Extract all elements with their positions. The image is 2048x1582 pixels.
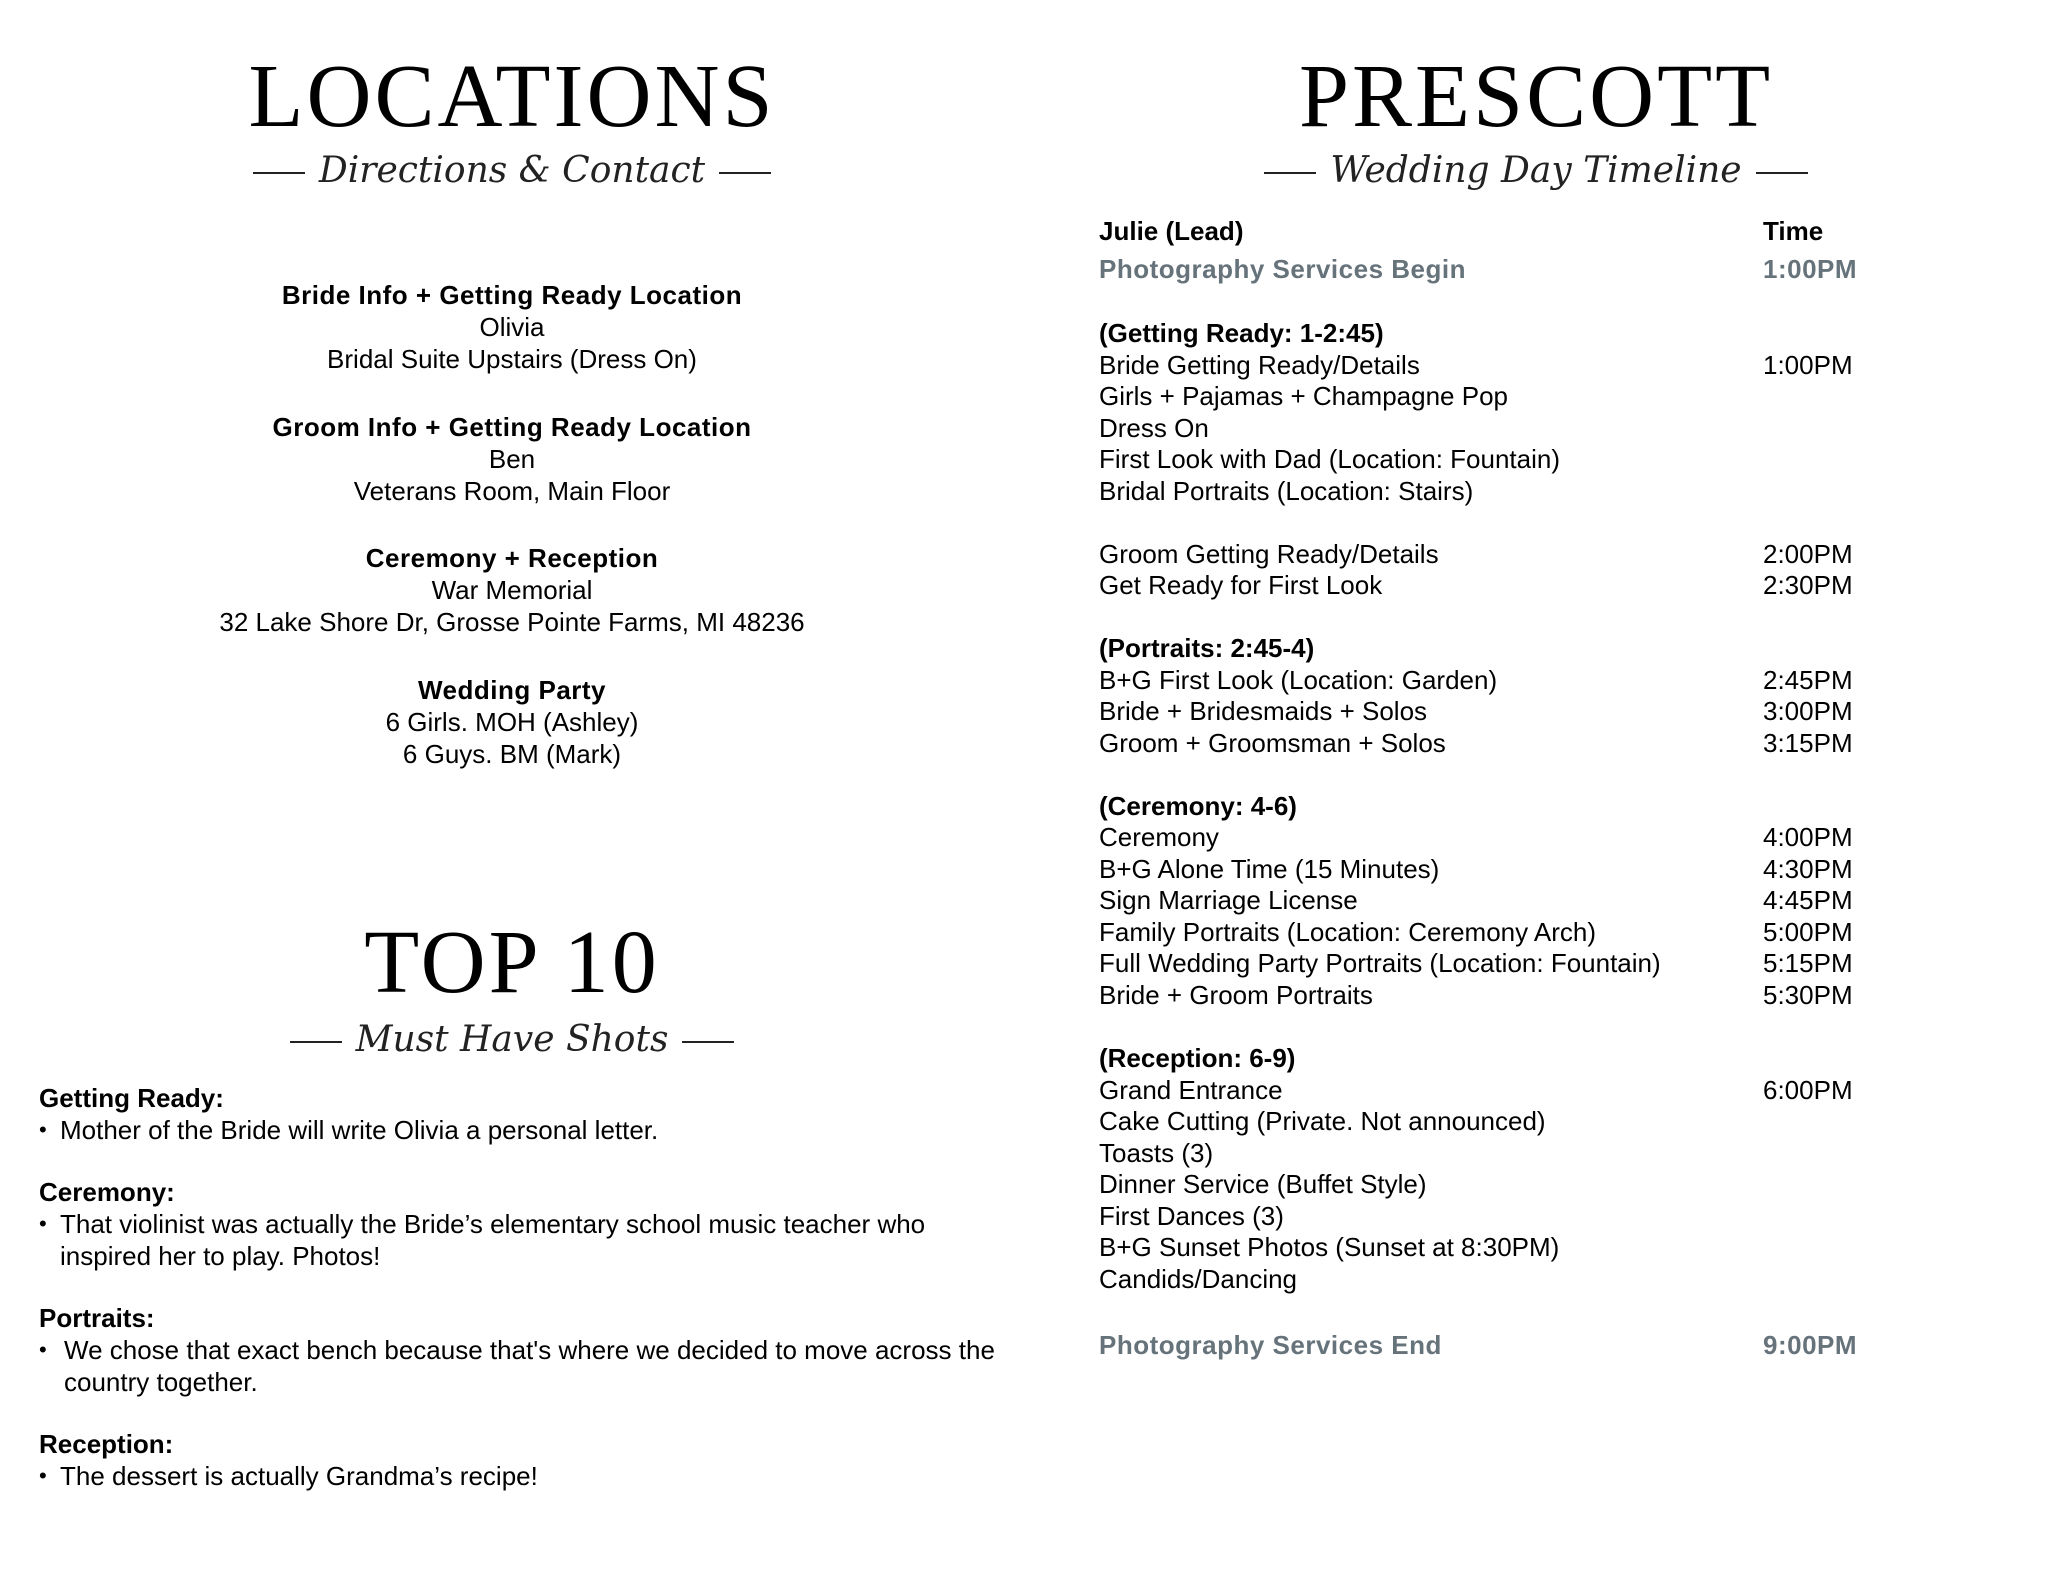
section-heading — [1099, 317, 1979, 349]
timeline-event: Cake Cutting (Private. Not announced) — [1099, 1106, 1546, 1136]
timeline-row — [1099, 821, 1979, 853]
shot-item — [39, 1334, 1004, 1398]
timeline-row — [1099, 884, 1979, 916]
shot-category: Portraits: — [39, 1303, 155, 1333]
timeline-event: B+G First Look (Location: Garden) — [1099, 665, 1498, 695]
bride-location: Bridal Suite Upstairs (Dress On) — [327, 344, 697, 374]
timeline-row — [1099, 947, 1979, 979]
timeline-event: B+G Sunset Photos (Sunset at 8:30PM) — [1099, 1232, 1560, 1262]
section-heading — [1099, 1042, 1979, 1074]
timeline-row — [1099, 1168, 1979, 1200]
timeline-event: Bride + Groom Portraits — [1099, 980, 1373, 1010]
timeline-event: Toasts (3) — [1099, 1138, 1214, 1168]
timeline-subtitle — [1024, 150, 2048, 192]
timeline-time: 4:30PM — [1763, 854, 1853, 884]
timeline-row — [1099, 1137, 1979, 1169]
timeline-subtitle-text: Wedding Day Timeline — [1330, 150, 1742, 191]
timeline-time: 6:00PM — [1763, 1075, 1853, 1105]
timeline-event: Candids/Dancing — [1099, 1264, 1298, 1294]
section-heading — [1099, 790, 1979, 822]
must-have-shots-list — [39, 1082, 999, 1492]
ceremony-reception-heading: Ceremony + Reception — [365, 543, 659, 573]
timeline-time: 4:45PM — [1763, 885, 1853, 915]
services-end-row — [1099, 1329, 1979, 1361]
subtitle-rule-left — [1264, 172, 1316, 174]
timeline-time: 5:00PM — [1763, 917, 1853, 947]
subtitle-rule-right — [719, 172, 771, 174]
timeline-row — [1099, 380, 1979, 412]
timeline-event: First Dances (3) — [1099, 1201, 1284, 1231]
bride-name: Olivia — [479, 312, 545, 342]
timeline-time: 3:15PM — [1763, 728, 1853, 758]
groom-location: Veterans Room, Main Floor — [353, 476, 671, 506]
shot-item — [39, 1114, 999, 1146]
shot-item-text: We chose that exact bench because that's where we decided to move across the country together. — [64, 1335, 995, 1397]
section-heading-text: (Reception: 6-9) — [1099, 1043, 1296, 1073]
timeline-event: Ceremony — [1099, 822, 1219, 852]
timeline-row — [1099, 979, 1979, 1011]
timeline-event: First Look with Dad (Location: Fountain) — [1099, 444, 1560, 474]
top10-subtitle — [0, 1019, 1024, 1061]
shot-item — [39, 1208, 980, 1272]
timeline-time: 2:30PM — [1763, 570, 1853, 600]
bridesmaids-line: 6 Girls. MOH (Ashley) — [385, 707, 639, 737]
time-column-header: Time — [1763, 216, 1824, 246]
top10-subtitle-text: Must Have Shots — [355, 1019, 669, 1060]
timeline-event: B+G Alone Time (15 Minutes) — [1099, 854, 1440, 884]
locations-subtitle — [0, 150, 1024, 192]
subtitle-rule-left — [290, 1041, 342, 1043]
bullet-icon: • — [39, 1211, 47, 1236]
lead-photographer: Julie (Lead) — [1099, 216, 1244, 246]
bride-info-heading: Bride Info + Getting Ready Location — [281, 280, 743, 310]
section-heading-text: (Getting Ready: 1-2:45) — [1099, 318, 1384, 348]
timeline-event: Bride + Bridesmaids + Solos — [1099, 696, 1428, 726]
services-begin-row — [1099, 253, 1979, 285]
shot-item-text: Mother of the Bride will write Olivia a personal letter. — [60, 1115, 659, 1145]
timeline-row — [1099, 1231, 1979, 1263]
subtitle-rule-left — [253, 172, 305, 174]
subtitle-rule-right — [682, 1041, 734, 1043]
timeline-event: Full Wedding Party Portraits (Location: Fountain) — [1099, 948, 1661, 978]
timeline-row — [1099, 695, 1979, 727]
timeline-event: Groom + Groomsman + Solos — [1099, 728, 1446, 758]
section-heading-text: (Ceremony: 4-6) — [1099, 791, 1297, 821]
section-heading — [1099, 632, 1979, 664]
shot-category: Ceremony: — [39, 1177, 175, 1207]
timeline-row — [1099, 916, 1979, 948]
timeline-row — [1099, 1200, 1979, 1232]
services-end-time: 9:00PM — [1763, 1330, 1858, 1360]
groom-name: Ben — [488, 444, 536, 474]
timeline-row — [1099, 412, 1979, 444]
timeline-row — [1099, 443, 1979, 475]
timeline-row — [1099, 1263, 1979, 1295]
timeline-time: 2:45PM — [1763, 665, 1853, 695]
timeline-time: 2:00PM — [1763, 539, 1853, 569]
timeline-header-row — [1099, 215, 1979, 247]
subtitle-rule-right — [1756, 172, 1808, 174]
services-begin-time: 1:00PM — [1763, 254, 1858, 284]
top10-title: TOP 10 — [364, 913, 660, 1012]
timeline-event: Bridal Portraits (Location: Stairs) — [1099, 476, 1474, 506]
bride-info-block — [0, 279, 1024, 375]
groom-info-block — [0, 411, 1024, 507]
timeline-row — [1099, 1105, 1979, 1137]
timeline-event: Family Portraits (Location: Ceremony Arch) — [1099, 917, 1597, 947]
timeline-time: 5:30PM — [1763, 980, 1853, 1010]
timeline-event: Dress On — [1099, 413, 1209, 443]
timeline-row — [1099, 664, 1979, 696]
timeline-time: 5:15PM — [1763, 948, 1853, 978]
timeline-row — [1099, 1074, 1979, 1106]
timeline-row — [1099, 538, 1979, 570]
shot-item-text: That violinist was actually the Bride’s elementary school music teacher who inspired her to play. Photos! — [60, 1209, 926, 1271]
timeline-time: 3:00PM — [1763, 696, 1853, 726]
timeline-row — [1099, 569, 1979, 601]
timeline-event: Sign Marriage License — [1099, 885, 1358, 915]
groomsmen-line: 6 Guys. BM (Mark) — [402, 739, 622, 769]
timeline-event: Girls + Pajamas + Champagne Pop — [1099, 381, 1508, 411]
timeline-row — [1099, 853, 1979, 885]
bullet-icon: • — [39, 1463, 47, 1488]
timeline-row — [1099, 475, 1979, 507]
services-begin-label: Photography Services Begin — [1099, 254, 1466, 284]
timeline-time: 1:00PM — [1763, 350, 1853, 380]
locations-subtitle-text: Directions & Contact — [318, 150, 706, 191]
venue-name: War Memorial — [431, 575, 593, 605]
shot-item — [39, 1460, 999, 1492]
venue-address: 32 Lake Shore Dr, Grosse Pointe Farms, MI 48236 — [219, 607, 805, 637]
timeline-event: Groom Getting Ready/Details — [1099, 539, 1439, 569]
groom-info-heading: Groom Info + Getting Ready Location — [272, 412, 752, 442]
timeline-event: Bride Getting Ready/Details — [1099, 350, 1420, 380]
services-end-label: Photography Services End — [1099, 1330, 1442, 1360]
timeline-time: 4:00PM — [1763, 822, 1853, 852]
section-heading-text: (Portraits: 2:45-4) — [1099, 633, 1315, 663]
shot-category: Reception: — [39, 1429, 174, 1459]
shot-category: Getting Ready: — [39, 1083, 224, 1113]
bullet-icon: • — [39, 1117, 47, 1142]
shot-item-text: The dessert is actually Grandma’s recipe! — [60, 1461, 538, 1491]
ceremony-reception-block — [0, 542, 1024, 638]
timeline-event: Grand Entrance — [1099, 1075, 1283, 1105]
bullet-icon: • — [39, 1337, 47, 1362]
wedding-party-block — [0, 674, 1024, 770]
timeline-row — [1099, 349, 1979, 381]
timeline-title: PRESCOTT — [1298, 47, 1774, 146]
timeline-event: Get Ready for First Look — [1099, 570, 1383, 600]
timeline-event: Dinner Service (Buffet Style) — [1099, 1169, 1427, 1199]
wedding-party-heading: Wedding Party — [417, 675, 607, 705]
locations-title: LOCATIONS — [248, 47, 776, 146]
timeline-row — [1099, 727, 1979, 759]
